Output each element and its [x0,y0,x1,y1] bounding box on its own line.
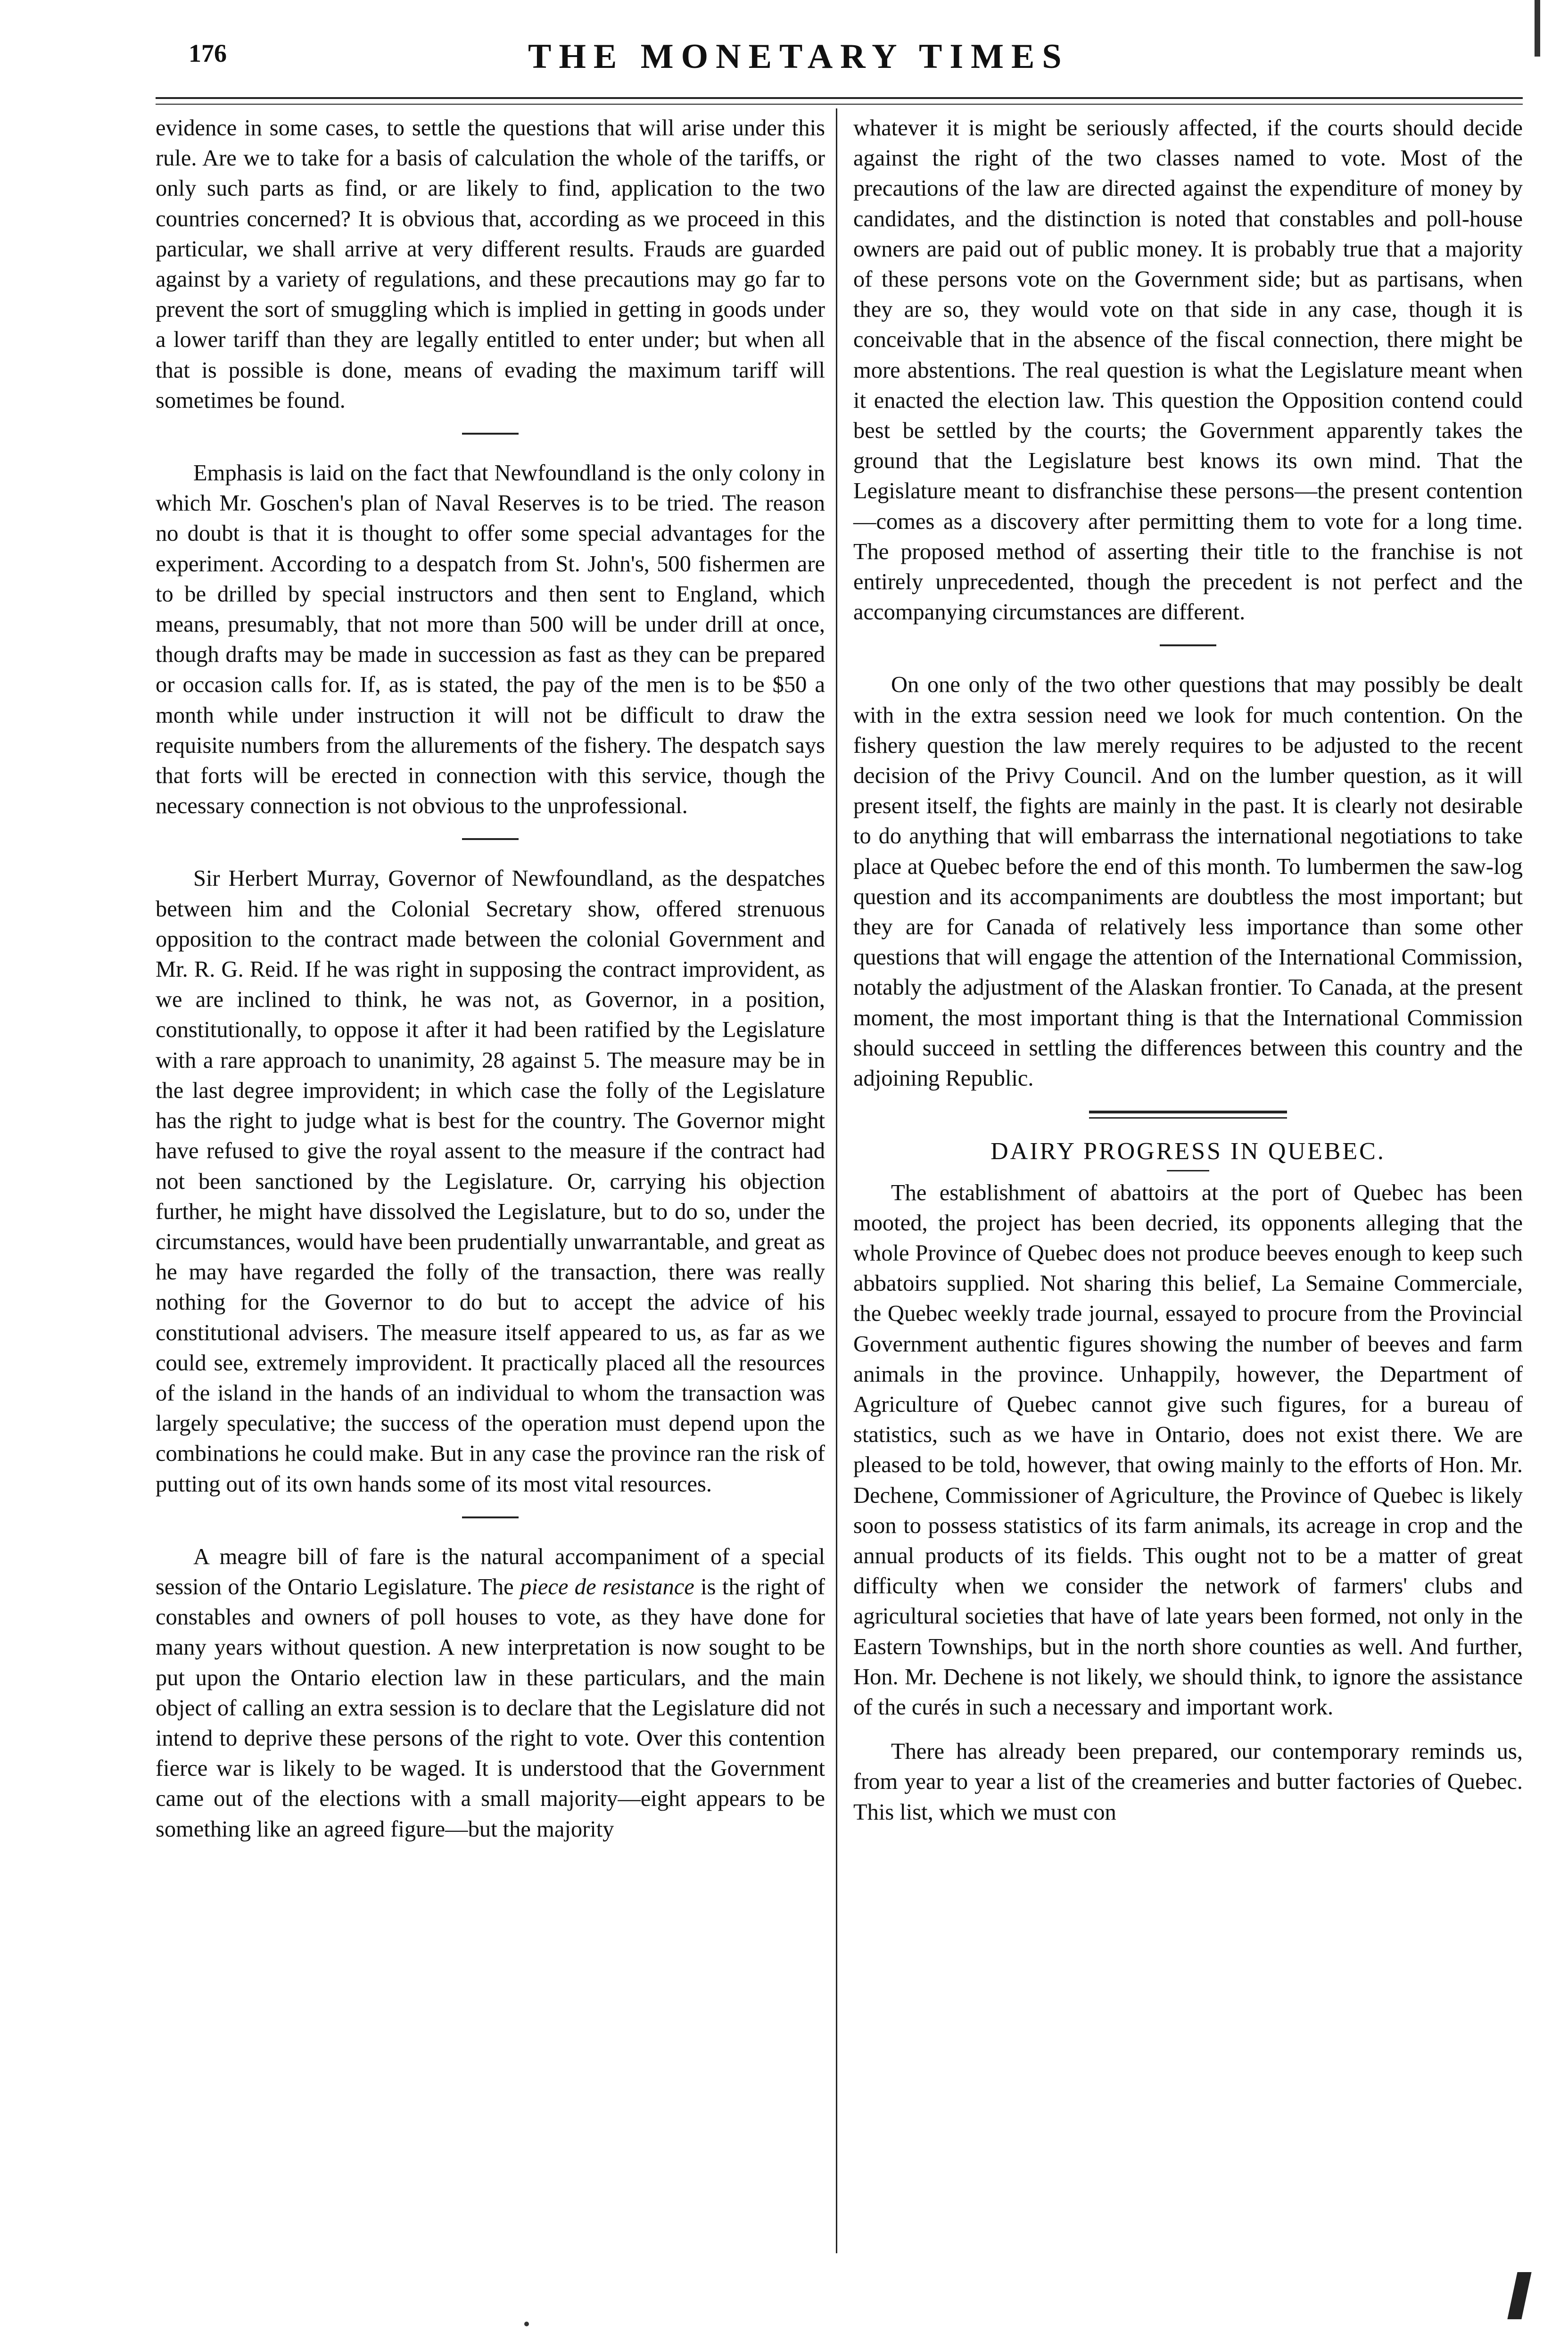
column-divider [836,108,837,2253]
section-divider [1160,644,1216,646]
paragraph-creameries: There has already been prepared, our contemporary reminds us, from year to year a list of the creameries and butter factories of Quebec. This list, which we must con [853,1739,1523,1825]
header-rule [156,97,1523,99]
paragraph-naval-reserves: Emphasis is laid on the fact that Newfoundland is the only colony in which Mr. Goschen's plan of Naval Reserves is to be tried. The reason no doubt is that it is thought to offer some special advantages for the experiment. According to a despatch from St. John's, 500 fishermen are to be drilled by special instructors and then sent to England, which means, presumably, that not more than 500 will be under drill at once, though drafts may be made in succession as fast as they can be prepared or occasion calls for. If, as is stated, the pay of the men is to be $50 a month while under instruction it will not be difficult to draw the requisite numbers from the allurements of the fishery. The despatch says that forts will be erected in connection with this service, though the necessary connection is not obvious to the unprofessional. [156,461,825,819]
masthead-title: THE MONETARY TIMES [528,37,1069,76]
paragraph-ontario-session [156,1542,825,1845]
left-column [156,113,825,1845]
right-column [853,113,1523,1828]
section-divider [462,433,519,435]
ink-dot [524,2322,529,2326]
italic-phrase: piece de resistance [520,1574,694,1599]
section-divider [462,1516,519,1518]
ontario-session-text-b: is the right of constables and owners of poll houses to vote, as they have done for many years without question. A new interpretation is now sought to be put upon the Ontario election law in these particulars, and the main object of calling an extra session is to declare that the Legislature did not intend to deprive these persons of the right to vote. Over this contention fierce war is likely to be waged. It is understood that the Government came out of the elections with a small majority—eight appears to be something like an agreed figure—but the majority [156,1574,825,1842]
ontario-session-text-a: A meagre bill of fare is the natural accompaniment of a special session of the Ontario Legislature. The [156,1544,825,1599]
page-tail-mark [1507,2272,1531,2319]
heading-rule [1089,1111,1287,1113]
header-rule-thin [156,104,1523,105]
heading-dash [1167,1170,1209,1171]
paragraph-gap [853,1722,1523,1737]
paragraph-election-law: whatever it is might be seriously affected, if the courts should decide against the right of the two classes named to vote. Most of the precautions of the law are directed against the expenditure of money by candidates, and the distinction is noted that constables and poll-house owners are paid out of public money. It is probably true that a majority of these persons vote on the Government side; but as partisans, when they are so, they would vote on that side in any case, though it is conceivable that in the absence of the fiscal connection, there might be more abstentions. The real question is what the Legislature meant when it enacted the election law. This question the Opposition contend could best be settled by the courts; the Government apparently takes the ground that the Legislature best knows its own mind. That the Legislature meant to disfranchise these persons—the present contention—comes as a discovery after permitting them to vote for a long time. The proposed method of asserting their title to the franchise is not entirely unprecedented, though the precedent is not perfect and the accompanying circumstances are different. [853,115,1523,625]
heading-rule-thin [1089,1117,1287,1119]
paragraph-tariff-evasion: evidence in some cases, to settle the questions that will arise under this rule. Are we to take for a basis of calculation the whole of the tariffs, or only such parts as find, or are likely to find, application to the two countries concerned? It is obvious that, according as we proceed in this particular, we shall arrive at very different results. Frauds are guarded against by a variety of regulations, and these precautions may go far to prevent the sort of smuggling which is implied in getting in goods under a lower tariff than they are legally entitled to enter under; but when all that is possible is done, means of evading the maximum tariff will sometimes be found. [156,115,825,413]
page-edge-mark [1535,0,1540,57]
paragraph-newfoundland-governor: Sir Herbert Murray, Governor of Newfoundland, as the despatches between him and the Colonial Secretary show, offered strenuous opposition to the contract made between the colonial Government and Mr. R. G. Reid. If he was right in supposing the contract improvident, as we are inclined to think, he was not, as Governor, in a position, constitutionally, to oppose it after it had been ratified by the Legislature with a rare approach to unanimity, 28 against 5. The measure may be in the last degree improvident; in which case the folly of the Legislature has the right to judge what is best for the country. The Governor might have refused to give the royal assent to the measure if the contract had not been sanctioned by the Legislature. Or, carrying his objection further, he might have dissolved the Legislature, but to do so, under the circumstances, would have been prudentially unwarrantable, and great as he may have regarded the folly of the transaction, there was really nothing for the Governor to do but to accept the advice of his constitutional advisers. The measure itself appeared to us, as far as we could see, extremely improvident. It practically placed all the resources of the island in the hands of an individual to whom the transaction was largely speculative; the success of the operation must depend upon the combinations he could make. But in any case the province ran the risk of putting out of its own hands some of its most vital resources. [156,866,825,1497]
paragraph-extra-session: On one only of the two other questions that may possibly be dealt with in the extra session need we look for much contention. On the fishery question the law merely requires to be adjusted to the recent decision of the Privy Council. And on the lumber question, as it will present itself, the fights are mainly in the past. It is clearly not desirable to do anything that will embarrass the international negotiations to take place at Quebec before the end of this month. To lumbermen the saw-log question and its accompaniments are doubtless the most important; but they are for Canada of relatively less importance than some other questions that will engage the attention of the International Commission, notably the adjustment of the Alaskan frontier. To Canada, at the present moment, the most important thing is that the International Commission should succeed in settling the differences between this country and the adjoining Republic. [853,672,1523,1091]
paragraph-abattoirs: The establishment of abattoirs at the port of Quebec has been mooted, the project has been decried, its opponents alleging that the whole Province of Quebec does not produce beeves enough to keep such abbatoirs supplied. Not sharing this belief, La Semaine Commerciale, the Quebec weekly trade journal, essayed to procure from the Provincial Government authentic figures showing the number of beeves and farm animals in the province. Unhappily, however, the Department of Agriculture of Quebec cannot give such figures, for a bureau of statistics, such as we have in Ontario, does not exist there. We are pleased to be told, however, that owing mainly to the efforts of Hon. Mr. Dechene, Commissioner of Agriculture, the Province of Quebec is likely soon to possess statistics of its farm animals, its acreage in crop and the annual products of its fields. This ought not to be a matter of great difficulty when we consider the network of farmers' clubs and agricultural societies that have of late years been formed, not only in the Eastern Townships, but in the north shore counties as well. And further, Hon. Mr. Dechene is not likely, we should think, to ignore the assistance of the curés in such a necessary and important work. [853,1180,1523,1720]
section-divider [462,838,519,840]
page-number: 176 [189,39,227,67]
article-heading: DAIRY PROGRESS IN QUEBEC. [990,1138,1386,1165]
